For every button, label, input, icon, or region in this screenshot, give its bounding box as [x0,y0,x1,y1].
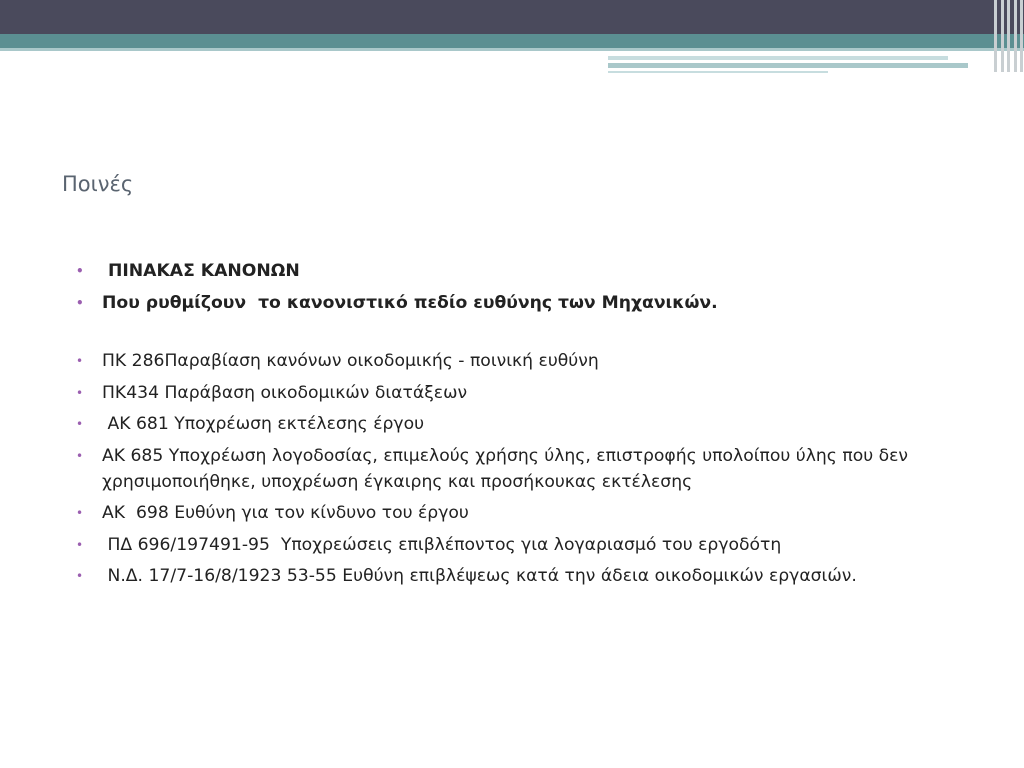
list-item-text: ΠΔ 696/197491-95 Υποχρεώσεις επιβλέποντος για λογαριασμό του εργοδότη [102,534,782,555]
list-spacer [76,321,956,348]
list-item [76,290,956,316]
list-item [76,380,956,406]
list-item-text: ΠΙΝΑΚΑΣ ΚΑΝΟΝΩΝ [102,261,300,281]
bullet-icon: • [76,417,84,431]
bullet-icon: • [76,506,84,520]
list-item [76,532,956,558]
bullet-icon: • [76,295,84,310]
header-vertical-stripes [990,0,1024,72]
list-item [76,411,956,437]
header-accent-line [608,71,828,73]
header-accent-line [608,63,968,68]
list-item-text: Που ρυθμίζουν το κανονιστικό πεδίο ευθύνης των Μηχανικών. [102,292,718,313]
bullet-list [76,258,956,595]
slide-title: Ποινές [62,172,134,196]
list-item [76,443,956,495]
header-band-teal [0,34,1024,48]
list-item-text: Ν.Δ. 17/7-16/8/1923 53-55 Ευθύνη επιβλέψεως κατά την άδεια οικοδομικών εργασιών. [102,566,857,586]
list-item-text: ΑΚ 681 Υποχρέωση εκτέλεσης έργου [102,414,425,434]
bullet-icon: • [76,569,84,583]
list-item [76,500,956,526]
header-band-light [0,48,1024,51]
header-band-dark [0,0,1024,34]
list-item-text: ΠΚ 286Παραβίαση κανόνων οικοδομικής - ποινική ευθύνη [102,351,599,371]
bullet-icon: • [76,537,84,552]
bullet-icon: • [76,385,84,400]
bullet-icon: • [76,264,84,278]
list-item-text: ΑΚ 685 Υποχρέωση λογοδοσίας, επιμελούς χρήσης ύλης, επιστροφής υπολοίπου ύλης που δεν χρησιμοποιήθηκε, υποχρέωση έγκαιρης και προσήκουκας εκτέλεσης [102,445,914,492]
list-item-text: ΠΚ434 Παράβαση οικοδομικών διατάξεων [102,382,468,403]
list-item [76,348,956,374]
bullet-icon: • [76,448,84,463]
header-accent-line [608,56,948,60]
list-item-text: ΑΚ 698 Ευθύνη για τον κίνδυνο του έργου [102,503,469,523]
bullet-icon: • [76,354,84,368]
list-item [76,563,956,589]
list-item [76,258,956,284]
